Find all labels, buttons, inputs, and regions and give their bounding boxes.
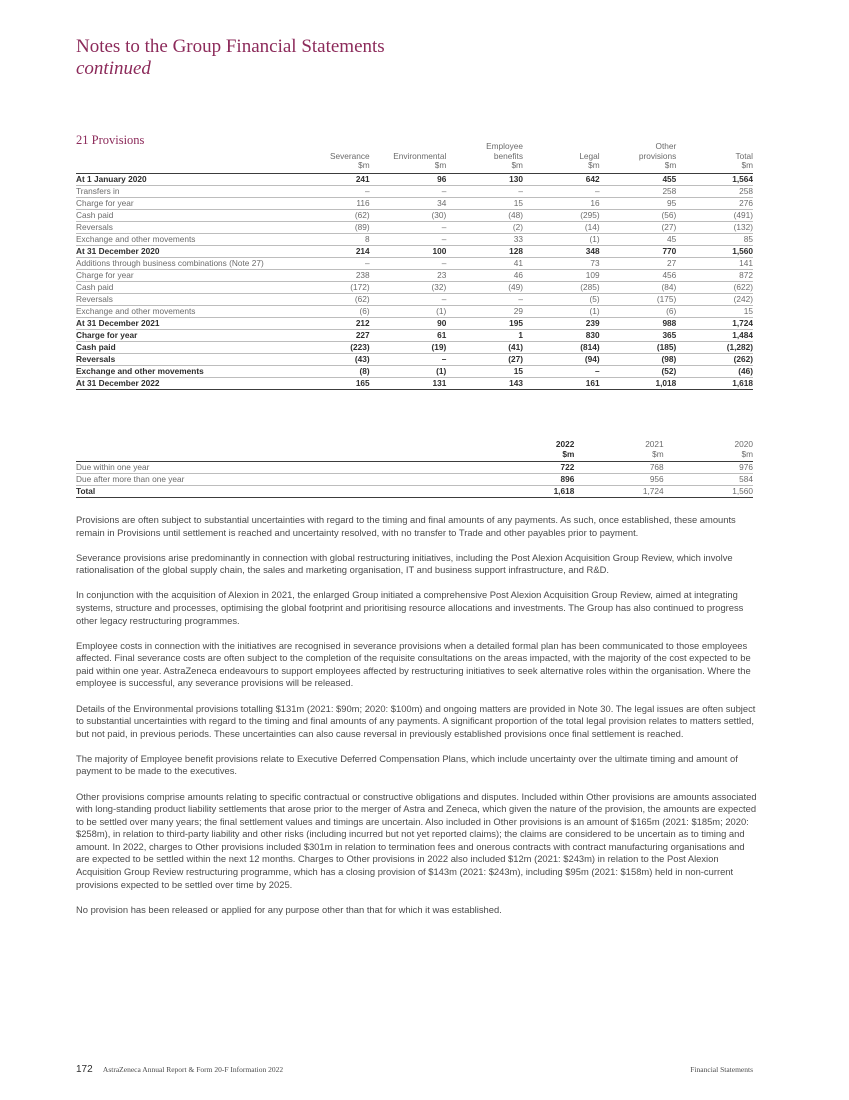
table-cell: (295) bbox=[523, 209, 600, 221]
table-cell: (223) bbox=[293, 341, 370, 353]
report-title: AstraZeneca Annual Report & Form 20-F Information 2022 bbox=[102, 1065, 284, 1074]
table-cell: 23 bbox=[370, 269, 447, 281]
row-label: Exchange and other movements bbox=[76, 305, 293, 317]
table-cell: – bbox=[523, 365, 600, 377]
table-row bbox=[76, 185, 753, 197]
table-cell: 161 bbox=[523, 377, 600, 389]
paragraph: The majority of Employee benefit provisions relate to Executive Deferred Compensation Plans, which include uncertainty over the ultimate timing and amount of payment to be made to the executives. bbox=[76, 752, 738, 777]
table-cell: 109 bbox=[523, 269, 600, 281]
column-header: Total $m bbox=[735, 150, 753, 170]
paragraph: In conjunction with the acquisition of Alexion in 2021, the enlarged Group initiated a comprehensive Post Alexion Acquisition Group Review, aimed at integrating systems, structure and processes, optimising the global footprint and prioritising resource allocations and investments. The Group has also continued to progress other legacy restructuring programmes. bbox=[76, 589, 744, 626]
table-cell: 258 bbox=[600, 185, 677, 197]
table-row bbox=[76, 329, 753, 341]
row-label: At 31 December 2020 bbox=[76, 245, 293, 257]
row-label: Exchange and other movements bbox=[76, 233, 293, 245]
column-header: Environmental $m bbox=[393, 150, 447, 170]
table-cell: – bbox=[293, 185, 370, 197]
table-cell: 722 bbox=[485, 462, 574, 474]
row-label-header bbox=[76, 440, 485, 462]
table-cell: – bbox=[446, 293, 523, 305]
table-cell: (242) bbox=[676, 293, 753, 305]
paragraph: Employee costs in connection with the initiatives are recognised in severance provisions when a detailed formal plan has been communicated to those employees affected. Final severance costs are often subject to the completion of the requisite consultations on the areas impacted, with the majority of the cost expected to be paid within one year. AstraZeneca endeavours to support employees affected by restructuring initiatives to seek alternative roles within the organisation. Where the employee is successful, any severance provisions will be released. bbox=[76, 639, 751, 689]
table-cell: 1,564 bbox=[676, 173, 753, 185]
table-cell: 872 bbox=[676, 269, 753, 281]
page-title: Notes to the Group Financial Statements bbox=[76, 36, 385, 57]
table-cell: (1) bbox=[370, 305, 447, 317]
table-row bbox=[76, 209, 753, 221]
table-cell: 896 bbox=[485, 474, 574, 486]
table-cell: (19) bbox=[370, 341, 447, 353]
table-cell: (46) bbox=[676, 365, 753, 377]
table-cell: 34 bbox=[370, 197, 447, 209]
table-cell: 1,724 bbox=[676, 317, 753, 329]
table-row bbox=[76, 462, 753, 474]
table-cell: 365 bbox=[600, 329, 677, 341]
paragraph: No provision has been released or applied for any purpose other than that for which it was established. bbox=[76, 903, 502, 915]
table-row bbox=[76, 257, 753, 269]
table-row bbox=[76, 377, 753, 389]
row-label: At 31 December 2021 bbox=[76, 317, 293, 329]
row-label: Exchange and other movements bbox=[76, 365, 293, 377]
table-cell: 1,724 bbox=[574, 486, 663, 498]
table-cell: 976 bbox=[664, 462, 753, 474]
table-row bbox=[76, 197, 753, 209]
table-cell: 956 bbox=[574, 474, 663, 486]
table-cell: (27) bbox=[446, 353, 523, 365]
row-label: Charge for year bbox=[76, 329, 293, 341]
table-cell: 988 bbox=[600, 317, 677, 329]
table-row bbox=[76, 341, 753, 353]
paragraph: Provisions are often subject to substantial uncertainties with regard to the timing and final amounts of any payments. As such, once established, these amounts remain in Provisions until settlement is reached and uncertainty resolved, with no transfer to Trade and other payables prior to payment. bbox=[76, 514, 736, 538]
table-row bbox=[76, 233, 753, 245]
row-label: Reversals bbox=[76, 293, 293, 305]
row-label: Cash paid bbox=[76, 341, 293, 353]
row-label: Reversals bbox=[76, 221, 293, 233]
table-cell: (27) bbox=[600, 221, 677, 233]
row-label-header bbox=[76, 142, 293, 173]
column-header: Severance $m bbox=[329, 150, 370, 170]
table-row bbox=[76, 281, 753, 293]
table-cell: 348 bbox=[523, 245, 600, 257]
table-cell: 96 bbox=[370, 173, 447, 185]
table-cell: 27 bbox=[600, 257, 677, 269]
table-cell: 90 bbox=[370, 317, 447, 329]
table-cell: (2) bbox=[446, 221, 523, 233]
row-label: Cash paid bbox=[76, 209, 293, 221]
table-cell: 455 bbox=[600, 173, 677, 185]
table-cell: 33 bbox=[446, 233, 523, 245]
column-header: Legal $m bbox=[579, 150, 600, 170]
table-cell: – bbox=[293, 257, 370, 269]
table-cell: 61 bbox=[370, 329, 447, 341]
notes-body bbox=[76, 514, 758, 929]
table-cell: (56) bbox=[600, 209, 677, 221]
table-cell: 1,618 bbox=[485, 486, 574, 498]
table-cell: (262) bbox=[676, 353, 753, 365]
table-cell: 73 bbox=[523, 257, 600, 269]
table-row bbox=[76, 305, 753, 317]
table-cell: – bbox=[370, 257, 447, 269]
table-cell: (491) bbox=[676, 209, 753, 221]
table-cell: (1) bbox=[523, 233, 600, 245]
column-header: Employee benefits $m bbox=[486, 141, 523, 170]
provisions-table-header bbox=[76, 142, 753, 173]
table-cell: (1) bbox=[523, 305, 600, 317]
footer-section: Financial Statements bbox=[690, 1065, 753, 1074]
table-cell: 141 bbox=[676, 257, 753, 269]
table-cell: 238 bbox=[293, 269, 370, 281]
row-label: Charge for year bbox=[76, 197, 293, 209]
table-cell: 46 bbox=[446, 269, 523, 281]
table-cell: 195 bbox=[446, 317, 523, 329]
row-label: Additions through business combinations (Note 27) bbox=[76, 257, 293, 269]
due-table-header bbox=[76, 440, 753, 462]
table-cell: – bbox=[370, 293, 447, 305]
table-cell: (5) bbox=[523, 293, 600, 305]
table-cell: 15 bbox=[676, 305, 753, 317]
column-header: Other provisions $m bbox=[638, 141, 677, 170]
table-cell: 128 bbox=[446, 245, 523, 257]
column-header: 2021 $m bbox=[645, 439, 664, 459]
table-cell: 239 bbox=[523, 317, 600, 329]
table-cell: (32) bbox=[370, 281, 447, 293]
table-cell: (52) bbox=[600, 365, 677, 377]
table-cell: (14) bbox=[523, 221, 600, 233]
table-cell: 85 bbox=[676, 233, 753, 245]
page-number: 172 bbox=[76, 1064, 93, 1075]
table-cell: 212 bbox=[293, 317, 370, 329]
table-cell: 130 bbox=[446, 173, 523, 185]
table-cell: 214 bbox=[293, 245, 370, 257]
due-table bbox=[76, 440, 753, 498]
table-cell: 830 bbox=[523, 329, 600, 341]
table-cell: (622) bbox=[676, 281, 753, 293]
page-subtitle: continued bbox=[76, 58, 151, 79]
table-cell: (172) bbox=[293, 281, 370, 293]
table-cell: – bbox=[370, 233, 447, 245]
table-cell: (6) bbox=[600, 305, 677, 317]
table-row bbox=[76, 269, 753, 281]
table-cell: 768 bbox=[574, 462, 663, 474]
row-label: Due within one year bbox=[76, 462, 485, 474]
table-row bbox=[76, 365, 753, 377]
table-cell: 41 bbox=[446, 257, 523, 269]
table-row bbox=[76, 221, 753, 233]
row-label: At 31 December 2022 bbox=[76, 377, 293, 389]
table-cell: – bbox=[370, 185, 447, 197]
table-cell: (43) bbox=[293, 353, 370, 365]
table-row bbox=[76, 317, 753, 329]
table-row bbox=[76, 173, 753, 185]
table-cell: 584 bbox=[664, 474, 753, 486]
table-cell: 45 bbox=[600, 233, 677, 245]
table-cell: (1) bbox=[370, 365, 447, 377]
table-cell: (30) bbox=[370, 209, 447, 221]
table-cell: (48) bbox=[446, 209, 523, 221]
table-cell: 642 bbox=[523, 173, 600, 185]
table-cell: – bbox=[370, 221, 447, 233]
table-cell: 258 bbox=[676, 185, 753, 197]
table-cell: (84) bbox=[600, 281, 677, 293]
column-header: 2022 $m bbox=[555, 439, 575, 459]
table-cell: 15 bbox=[446, 365, 523, 377]
table-row bbox=[76, 474, 753, 486]
paragraph: Severance provisions arise predominantly in connection with global restructuring initiatives, including the Post Alexion Acquisition Group Review, which involve rationalisation of the global supply chain, the sales and marketing organisation, IT and business support infrastructure, and R&D. bbox=[76, 551, 733, 576]
row-label: Reversals bbox=[76, 353, 293, 365]
table-cell: 15 bbox=[446, 197, 523, 209]
table-cell: – bbox=[370, 353, 447, 365]
table-cell: 100 bbox=[370, 245, 447, 257]
table-cell: (49) bbox=[446, 281, 523, 293]
table-cell: (132) bbox=[676, 221, 753, 233]
table-cell: (6) bbox=[293, 305, 370, 317]
provisions-table bbox=[76, 142, 753, 390]
table-cell: 116 bbox=[293, 197, 370, 209]
table-cell: 1 bbox=[446, 329, 523, 341]
table-cell: 29 bbox=[446, 305, 523, 317]
table-row bbox=[76, 293, 753, 305]
table-cell: (94) bbox=[523, 353, 600, 365]
row-label: Transfers in bbox=[76, 185, 293, 197]
table-row bbox=[76, 486, 753, 498]
table-cell: (62) bbox=[293, 209, 370, 221]
table-cell: 276 bbox=[676, 197, 753, 209]
table-cell: – bbox=[523, 185, 600, 197]
table-cell: (175) bbox=[600, 293, 677, 305]
table-cell: 227 bbox=[293, 329, 370, 341]
row-label: Charge for year bbox=[76, 269, 293, 281]
table-cell: (1,282) bbox=[676, 341, 753, 353]
page-footer bbox=[76, 1064, 753, 1075]
table-cell: (89) bbox=[293, 221, 370, 233]
table-cell: 1,018 bbox=[600, 377, 677, 389]
table-row bbox=[76, 245, 753, 257]
table-row bbox=[76, 353, 753, 365]
table-cell: 131 bbox=[370, 377, 447, 389]
table-cell: 1,484 bbox=[676, 329, 753, 341]
row-label: Due after more than one year bbox=[76, 474, 485, 486]
table-cell: 456 bbox=[600, 269, 677, 281]
section-heading: 21 Provisions bbox=[76, 133, 145, 147]
table-cell: – bbox=[446, 185, 523, 197]
table-cell: (814) bbox=[523, 341, 600, 353]
paragraph: Details of the Environmental provisions totalling $131m (2021: $90m; 2020: $100m) and ongoing matters are provided in Note 30. The legal issues are often subject to substantial uncertainties with regard to the timing and final amounts of any payments. A significant proportion of the total legal provision relates to matters settled, but not paid, in previous periods. These uncertainties can also cause reversal in previously established provisions once final settlement is reached. bbox=[76, 702, 756, 739]
table-cell: 1,560 bbox=[676, 245, 753, 257]
table-cell: (62) bbox=[293, 293, 370, 305]
table-cell: (98) bbox=[600, 353, 677, 365]
row-label: Cash paid bbox=[76, 281, 293, 293]
table-cell: 770 bbox=[600, 245, 677, 257]
row-label: At 1 January 2020 bbox=[76, 173, 293, 185]
table-cell: (41) bbox=[446, 341, 523, 353]
table-cell: 1,618 bbox=[676, 377, 753, 389]
table-cell: 143 bbox=[446, 377, 523, 389]
column-header: 2020 $m bbox=[734, 439, 753, 459]
table-cell: (285) bbox=[523, 281, 600, 293]
paragraph: Other provisions comprise amounts relating to specific contractual or constructive obligations and disputes. Included within Other provisions are amounts associated with long-standing product liability settlements that arose prior to the merger of Astra and Zeneca, which given the nature of the provision, the amounts are expected to be settled over many years; the final settlement values and timings are uncertain. Also included in Other provisions is an amount of $165m (2021: $185m; 2020: $258m), in relation to third-party liability and other risks (including incurred but not yet reported claims); the claims are considered to be uncertain as to timing and amount. In 2022, charges to Other provisions included $301m in relation to termination fees and onerous contracts with contract manufacturing organisations and are expected to be settled within the next 12 months. Charges to Other provisions in 2022 also included $12m (2021: $243m) in relation to the Post Alexion Acquisition Group Review restructuring programme, which has a closing provision of $143m (2021: $243m), including $95m (2021: $158m) held in non-current provisions expected to be settled over time by 2025. bbox=[76, 790, 757, 890]
table-cell: 8 bbox=[293, 233, 370, 245]
table-cell: 95 bbox=[600, 197, 677, 209]
table-cell: 16 bbox=[523, 197, 600, 209]
table-cell: (8) bbox=[293, 365, 370, 377]
table-cell: 165 bbox=[293, 377, 370, 389]
table-cell: 241 bbox=[293, 173, 370, 185]
row-label: Total bbox=[76, 486, 485, 498]
table-cell: (185) bbox=[600, 341, 677, 353]
table-cell: 1,560 bbox=[664, 486, 753, 498]
